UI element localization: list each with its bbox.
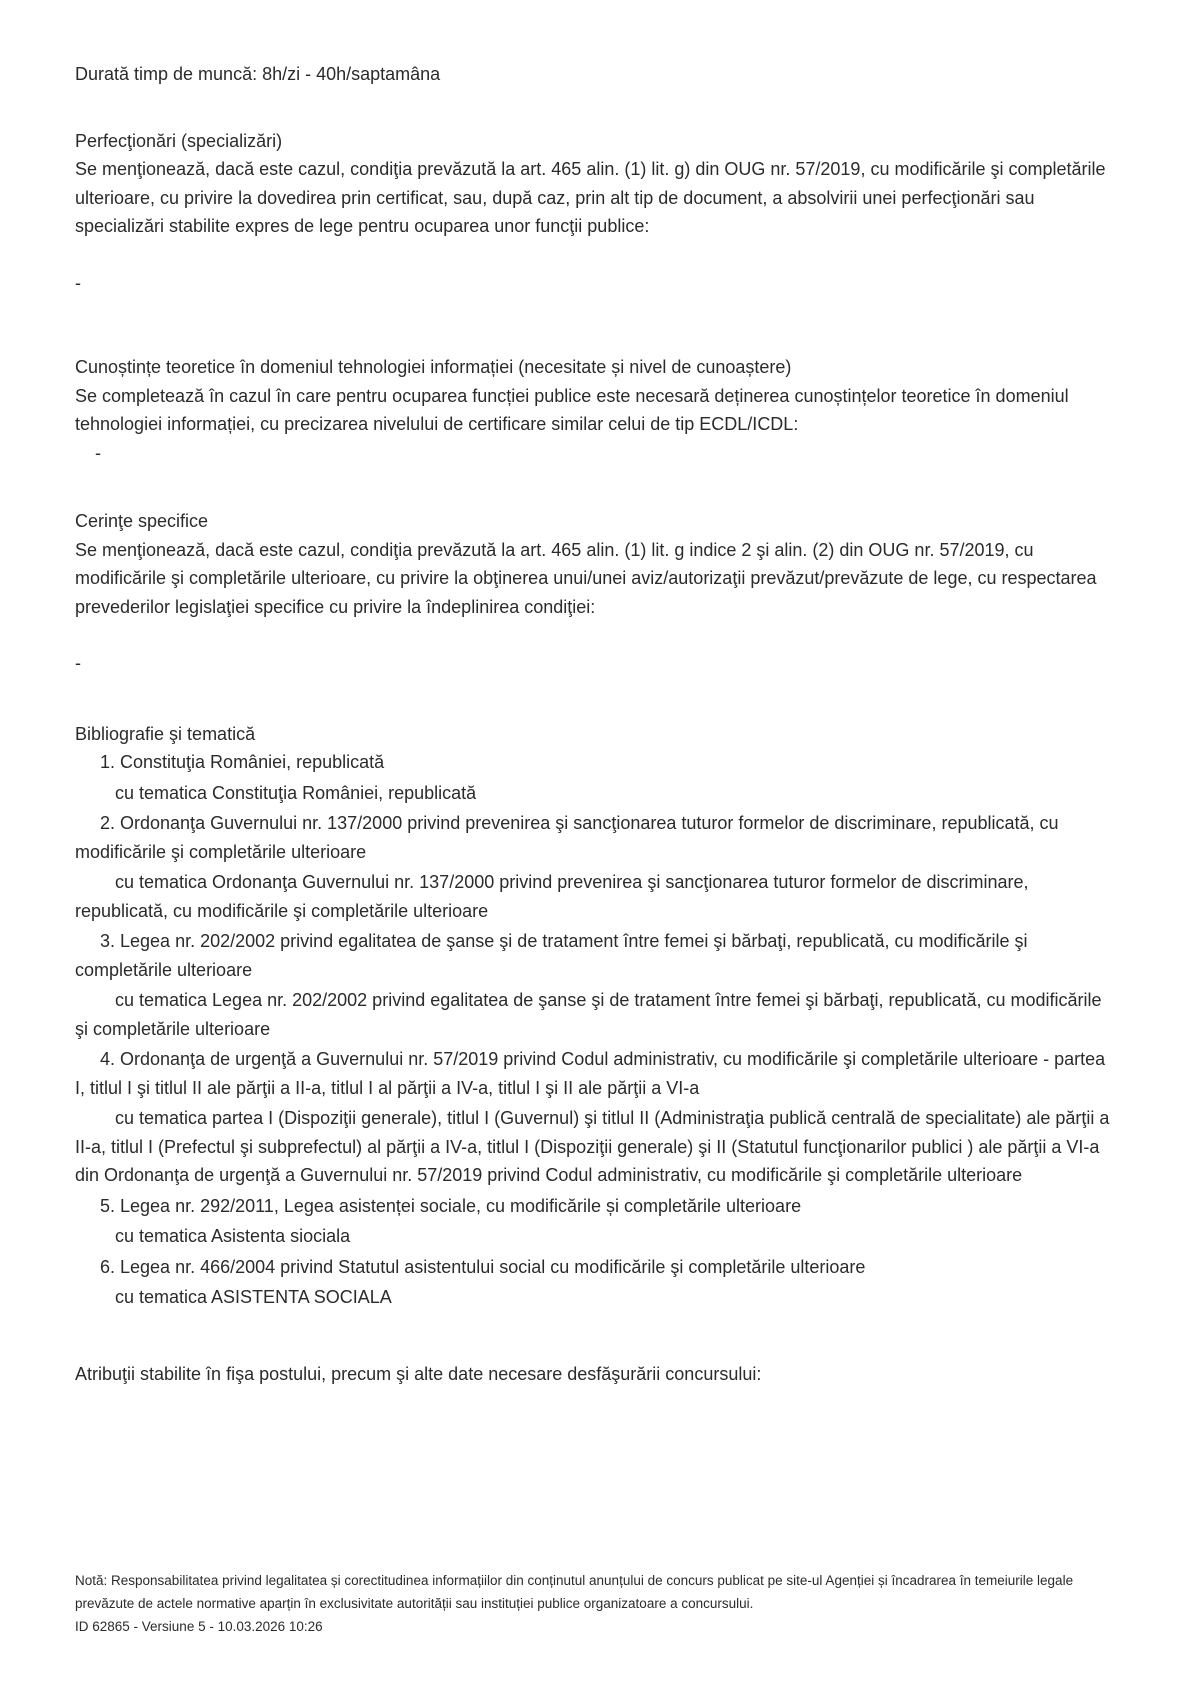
work-time-line: Durată timp de muncă: 8h/zi - 40h/saptamâna xyxy=(75,64,441,84)
bibliography-theme: cu tematica ASISTENTA SOCIALA xyxy=(115,1287,392,1307)
bibliography-theme: cu tematica Constituţia României, republicată xyxy=(115,782,477,803)
bibliography-heading: Bibliografie şi tematică xyxy=(75,723,256,744)
section-atributii xyxy=(75,1360,1115,1389)
cerinte-body: Se menţionează, dacă este cazul, condiţia prevăzută la art. 465 alin. (1) lit. g indice 2 şi alin. (2) din OUG nr. 57/2019, cu modificările şi completările ulterioare, cu privire la obţinerea unui/unei aviz/autorizaţii prevăzut/prevăzute de lege, cu respectarea prevederilor legislaţiei specifice cu privire la îndeplinirea condiţiei: xyxy=(75,539,1097,617)
cunostinte-heading: Cunoștințe teoretice în domeniul tehnologiei informației (necesitate și nivel de cunoaștere) xyxy=(75,357,792,377)
bibliography-theme: cu tematica partea I (Dispoziţii generale), titlul I (Guvernul) şi titlul II (Administraţia publică centrală de specialitate) ale părţii a II-a, titlul I (Prefectul şi subprefectul) al părţii a IV-a, titlul I (Dispoziţii generale) şi II (Statutul funcţionarilor publici ) ale părţii a VI-a din Ordonanţa de urgenţă a Guvernului nr. 57/2019 privind Codul administrativ, cu modificările şi completările ulterioare xyxy=(75,1108,1110,1185)
bibliography-theme: cu tematica Ordonanţa Guvernului nr. 137/2000 privind prevenirea şi sancţionarea tuturor formelor de discriminare, republicată, cu modificările şi completările ulterioare xyxy=(75,872,1029,921)
bibliography-entry: 2. Ordonanţa Guvernului nr. 137/2000 privind prevenirea şi sancţionarea tuturor formelor de discriminare, republicată, cu modificările şi completările ulterioare xyxy=(75,813,1059,862)
bibliography-entry: 6. Legea nr. 466/2004 privind Statutul asistentului social cu modificările şi completările ulterioare xyxy=(100,1256,866,1277)
cerinte-empty-value-dash: - xyxy=(75,653,81,673)
footer-note: Notă: Responsabilitatea privind legalitatea și corectitudinea informațiilor din conținutul anunțului de concurs publicat pe site-ul Agenției și încadrarea în temeiurile legale prevăzute de actele normative aparțin în exclusivitate autorității sau instituției publice organizatoare a concursului. xyxy=(75,1573,1074,1611)
cerinte-heading: Cerinţe specifice xyxy=(75,511,209,531)
cunostinte-body: Se completează în cazul în care pentru ocuparea funcției publice este necesară deținerea cunoștințelor teoretice în domeniul tehnologiei informației, cu precizarea nivelului de certificare similar celui de tip ECDL/ICDL: xyxy=(75,385,1069,434)
bibliography-entry: 4. Ordonanţa de urgenţă a Guvernului nr. 57/2019 privind Codul administrativ, cu modificările şi completările ulterioare - partea I, titlul I şi titlul II ale părţii a II-a, titlul I al părţii a IV-a, titlul I şi II ale părţii a VI-a xyxy=(75,1049,1106,1098)
section-perfectionari xyxy=(75,127,1115,241)
cunostinte-empty-value-dash: - xyxy=(95,442,101,463)
perfectionari-empty-value-dash: - xyxy=(75,272,81,293)
bibliography-theme: cu tematica Asistenta siociala xyxy=(115,1226,351,1246)
section-bibliografie xyxy=(75,720,1115,1312)
perfectionari-body: Se menţionează, dacă este cazul, condiţia prevăzută la art. 465 alin. (1) lit. g) din OUG nr. 57/2019, cu modificările şi completările ulterioare, cu privire la dovedirea prin certificat, sau, după caz, prin alt tip de document, a absolvirii unei perfecţionări sau specializări stabilite expres de lege pentru ocuparea unor funcţii publice: xyxy=(75,159,1106,236)
perfectionari-heading: Perfecţionări (specializări) xyxy=(75,130,283,151)
document-id-line: ID 62865 - Versiune 5 - 10.03.2026 10:26 xyxy=(75,1619,323,1634)
bibliography-entry: 5. Legea nr. 292/2011, Legea asistenței sociale, cu modificările și completările ulterioare xyxy=(100,1195,802,1216)
bibliography-entry: 1. Constituţia României, republicată xyxy=(100,752,385,772)
section-cunostinte-it xyxy=(75,353,1115,467)
bibliography-entry: 3. Legea nr. 202/2002 privind egalitatea de şanse şi de tratament între femei şi bărbaţi, republicată, cu modificările şi completările ulterioare xyxy=(75,931,1028,980)
attributions-heading: Atribuţii stabilite în fişa postului, precum şi alte date necesare desfăşurării concursului: xyxy=(75,1363,762,1384)
document-footer xyxy=(75,1569,1115,1638)
section-cerinte-specifice xyxy=(75,507,1115,621)
bibliography-theme: cu tematica Legea nr. 202/2002 privind egalitatea de şanse şi de tratament între femei şi bărbaţi, republicată, cu modificările şi completările ulterioare xyxy=(75,990,1102,1039)
